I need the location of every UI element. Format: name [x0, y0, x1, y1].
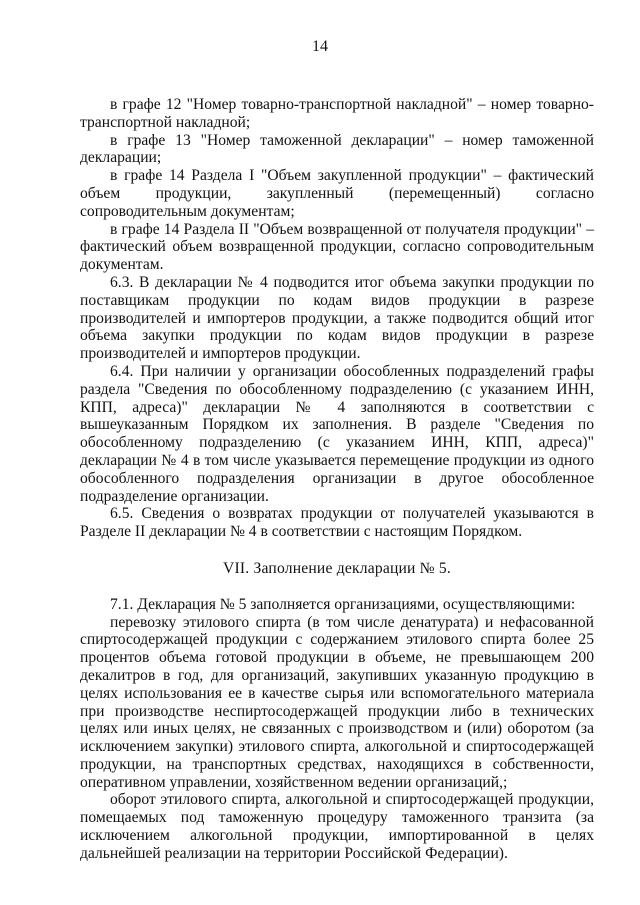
paragraph: 6.5. Сведения о возвратах продукции от получателей указываются в Разделе II декларации № 4 в соответствии с настоящим Порядком. — [80, 505, 594, 541]
section-title: VII. Заполнение декларации № 5. — [223, 559, 451, 577]
paragraph: в графе 14 Раздела II "Объем возвращенной от получателя продукции" – фактический объем возвращенной продукции, согласно сопроводительным документам. — [80, 220, 594, 274]
paragraph: в графе 12 "Номер товарно-транспортной накладной" – номер товарно-транспортной накладной; — [80, 96, 594, 131]
page-number: 14 — [312, 38, 328, 55]
paragraph: оборот этилового спирта, алкогольной и спиртосодержащей продукции, помещаемых под таможенную процедуру таможенного транзита (за исключением алкогольной продукции, импортированной в целях дальнейшей реализации на территории Российской Федерации). — [80, 791, 594, 862]
document-body — [80, 96, 594, 863]
paragraph: в графе 14 Раздела I "Объем закупленной продукции" – фактический объем продукции, закупленный (перемещенный) согласно сопроводительным документам; — [80, 167, 594, 220]
paragraph: 6.4. При наличии у организации обособленных подразделений графы раздела "Сведения по обособленному подразделению (с указанием ИНН, КПП, адреса)" декларации № 4 заполняются в соответствии с вышеуказанным Порядком их заполнения. В разделе "Сведения по обособленному подразделению (с указанием ИНН, КПП, адреса)" декларации № 4 в том числе указывается перемещение продукции из одного обособленного подразделения организации в другое обособленное подразделение организации. — [80, 362, 594, 505]
paragraph: перевозку этилового спирта (в том числе денатурата) и нефасованной спиртосодержащей продукции с содержанием этилового спирта более 25 процентов объема готовой продукции в объеме, не превышающем 200 декалитров в год, для организаций, закупивших указанную продукцию в целях использования ее в качестве сырья или вспомогательного материала при производстве неспиртосодержащей продукции либо в технических целях или иных целях, не связанных с производством и (или) оборотом (за исключением закупки) этилового спирта, алкогольной и спиртосодержащей продукции, на транспортных средствах, находящихся в собственности, оперативном управлении, хозяйственном ведении организаций,; — [80, 613, 594, 791]
paragraph: 6.3. В декларации № 4 подводится итог объема закупки продукции по поставщикам продукции по кодам видов продукции в разрезе производителей и импортеров продукции, а также подводится общий итог объема закупки продукции по кодам видов продукции в разрезе производителей и импортеров продукции. — [80, 273, 594, 363]
paragraph: в графе 13 "Номер таможенной декларации" – номер таможенной декларации; — [80, 131, 594, 167]
paragraph: 7.1. Декларация № 5 заполняется организациями, осуществляющими: — [110, 595, 576, 613]
